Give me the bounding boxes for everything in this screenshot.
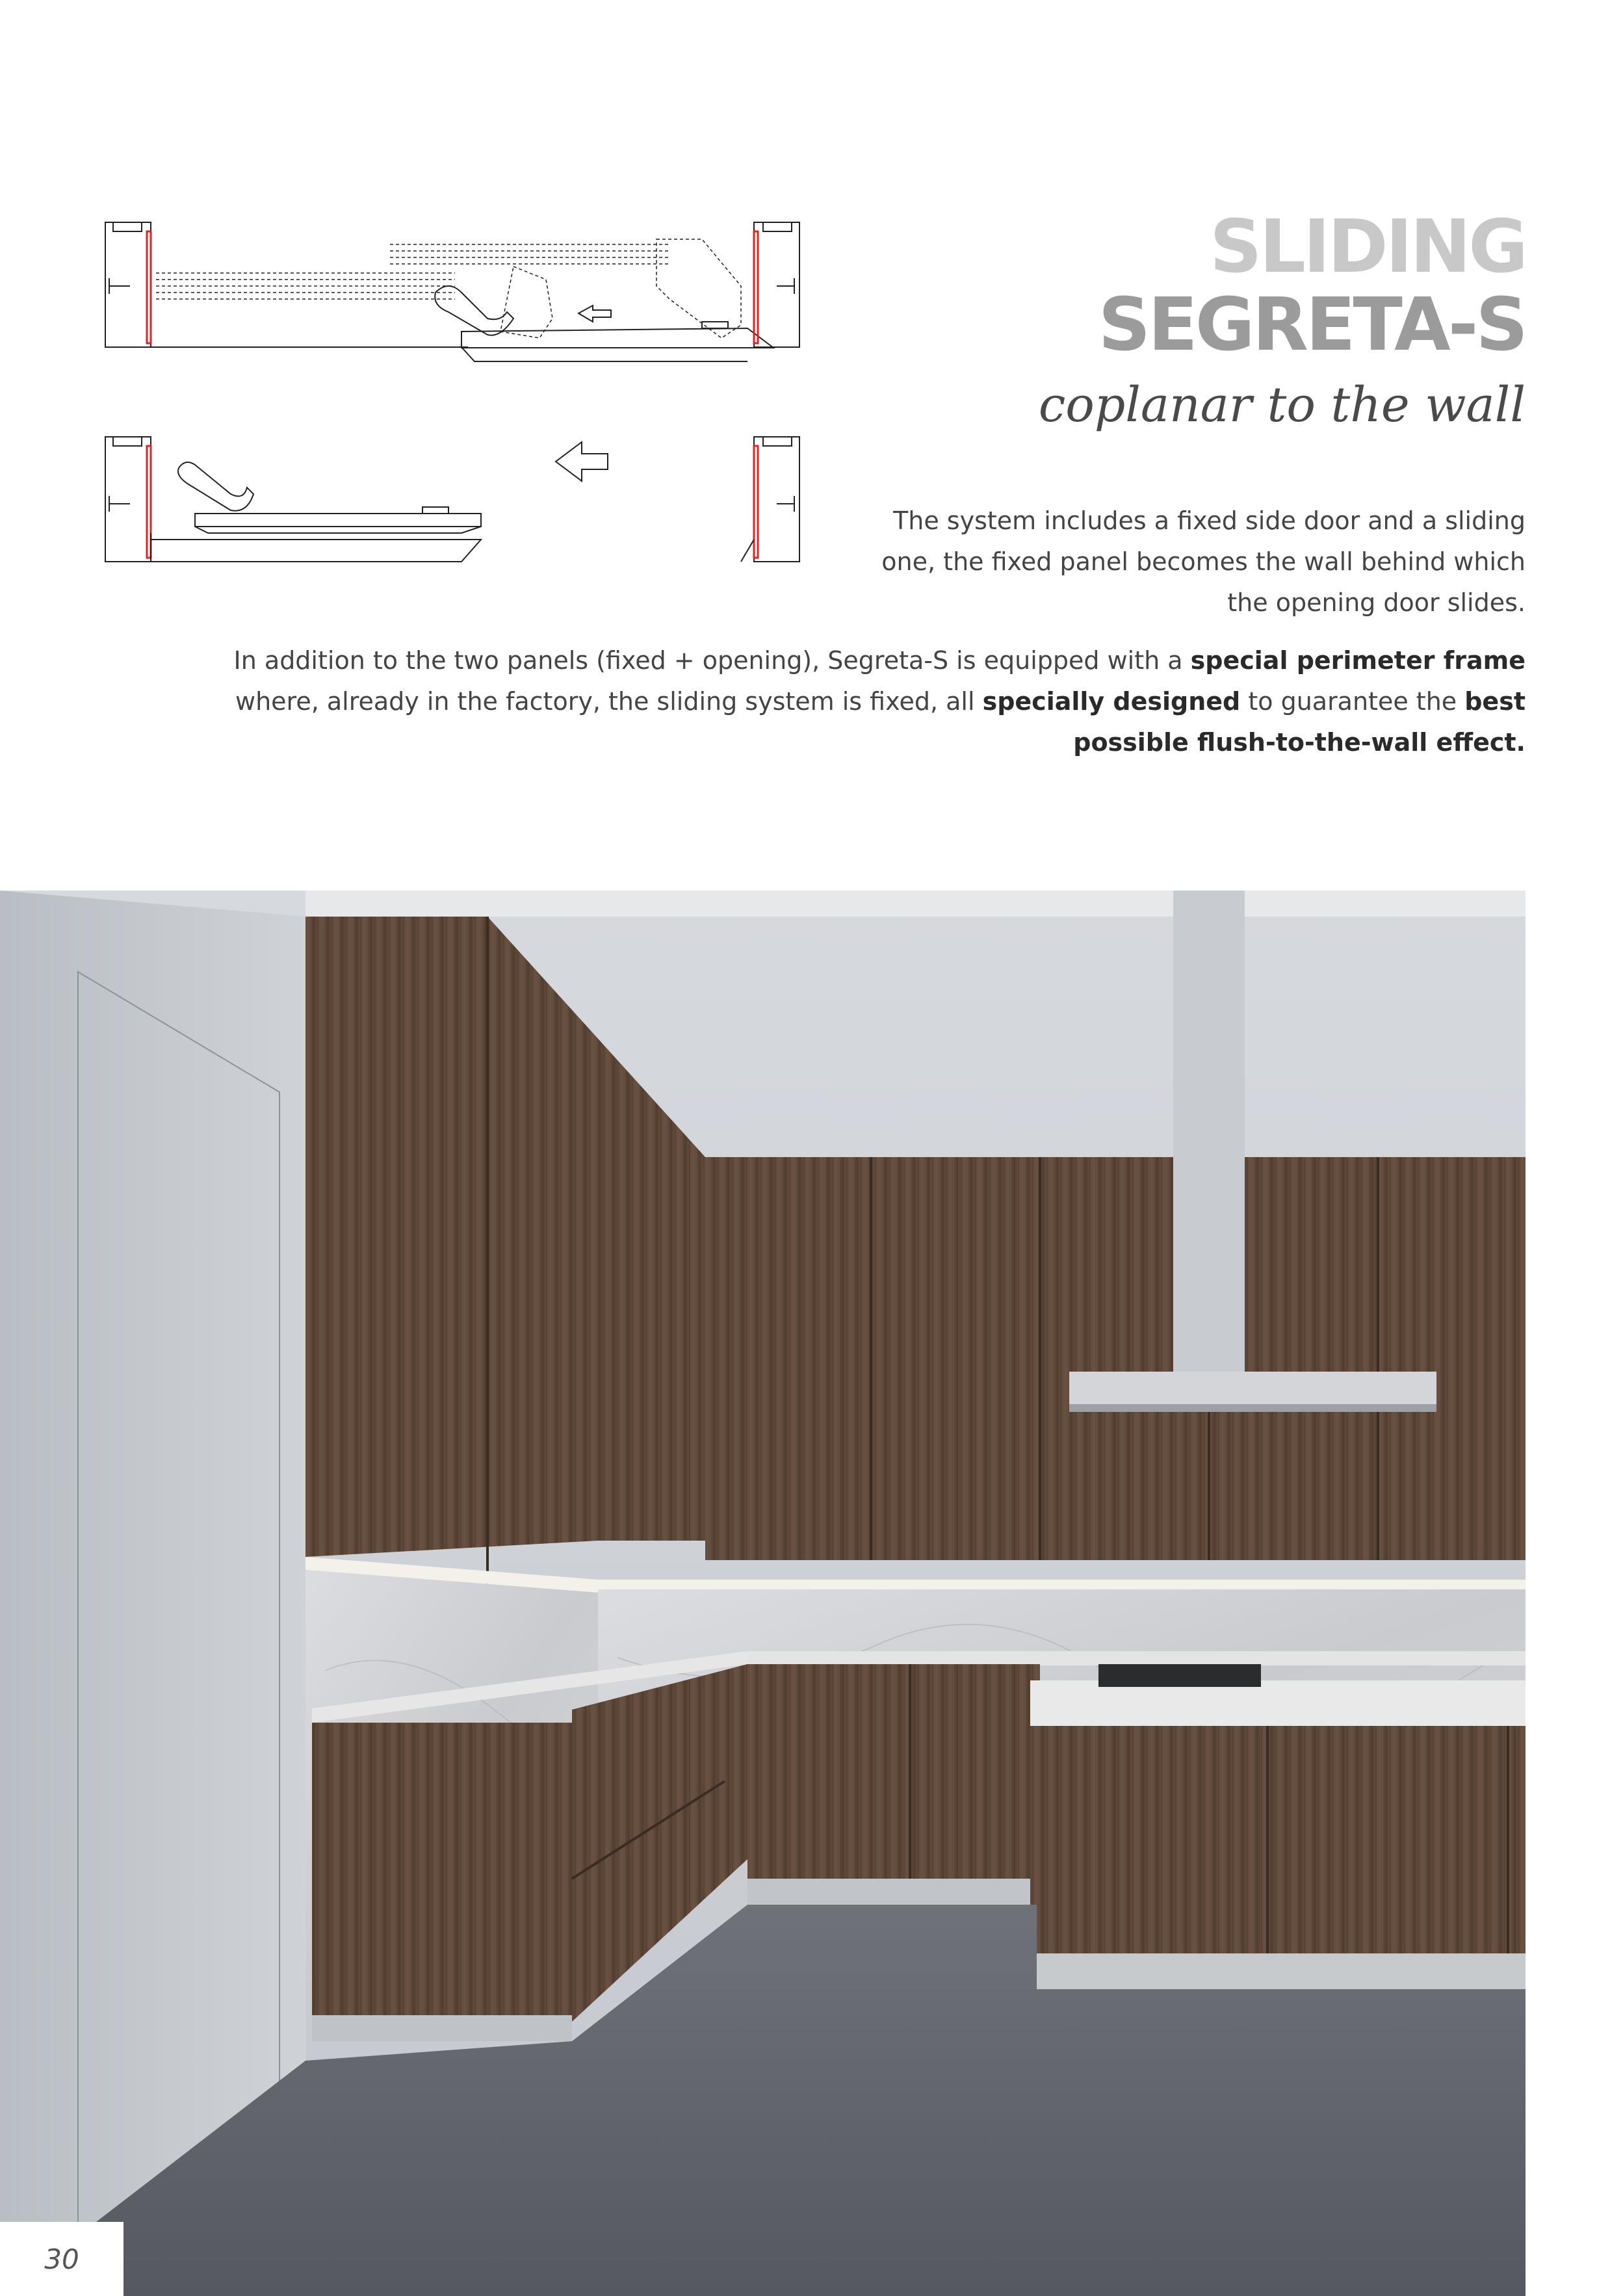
left-jamb-bottom	[105, 437, 151, 562]
body-bold: specially designed	[982, 687, 1241, 716]
left-jamb-top	[105, 222, 151, 347]
right-jamb-top	[754, 222, 799, 347]
title-line-2: SEGRETA-S	[1098, 283, 1526, 367]
body-bold: special perimeter frame	[1190, 646, 1526, 675]
body-text: where, already in the factory, the sliding system is fixed, all	[235, 687, 983, 716]
page-number: 30	[0, 2222, 123, 2296]
title-block	[1038, 205, 1526, 434]
subtitle: coplanar to the wall	[1038, 377, 1526, 433]
body-bold: best possible flush-to-the-wall effect.	[1073, 687, 1526, 757]
title-line-1: SLIDING	[1209, 205, 1526, 289]
body-text: In addition to the two panels (fixed + opening), Segreta-S is equipped with a	[233, 646, 1191, 675]
intro-paragraph: The system includes a fixed side door and a sliding one, the fixed panel becomes the wall behind which the opening door slides.	[881, 506, 1526, 617]
body-text: to guarantee the	[1240, 687, 1465, 716]
right-jamb-bottom	[741, 437, 799, 562]
body-paragraph	[226, 640, 1526, 763]
arrow-left-icon	[556, 442, 608, 481]
kitchen-photo	[0, 891, 1526, 2296]
sliding-system-diagram	[97, 208, 819, 585]
